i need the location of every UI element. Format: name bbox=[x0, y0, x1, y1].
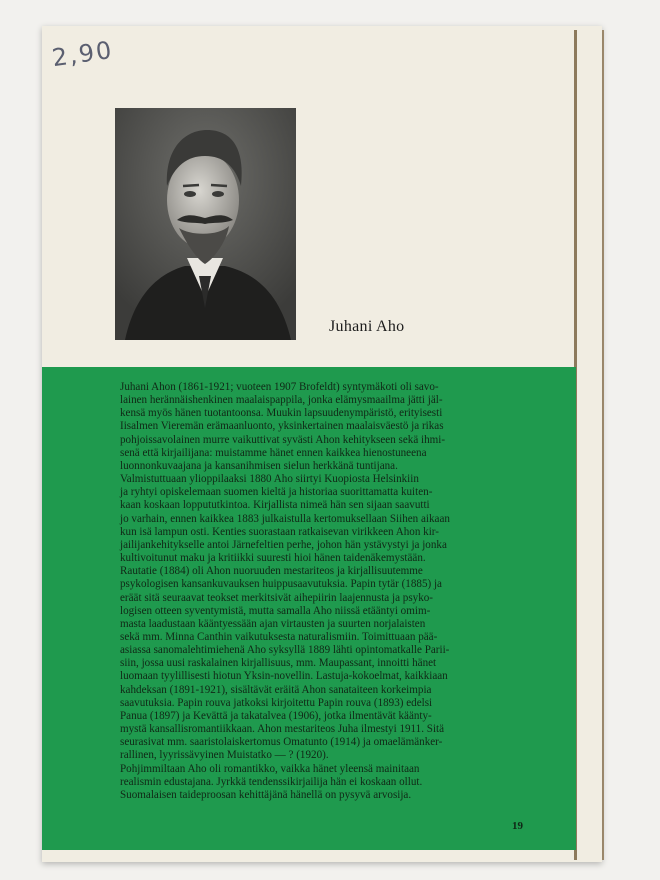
text-line: rallinen, lyyrissävyinen Muistatko — ? (1920). bbox=[120, 749, 329, 762]
portrait-caption: Juhani Aho bbox=[329, 318, 405, 335]
text-line: jailijankehitykselle antoi Järnefeltien perhe, johon hän ystävystyi ja jonka bbox=[120, 538, 447, 551]
biography-text bbox=[120, 381, 530, 802]
text-line: mystä kansallisromantiikkaan. Ahon mestariteos Juha ilmestyi 1911. Sitä bbox=[120, 723, 445, 736]
text-line: jo varhain, ennen kaikkea 1883 julkaistulla kertomuksellaan Siihen aikaan bbox=[120, 512, 450, 525]
text-line: Iisalmen Vieremän erämaanluonto, yksinkertainen maalaisväestö ja rikas bbox=[120, 420, 444, 433]
text-line: seurasivat mm. saaristolaiskertomus Omatunto (1914) ja omaelämänker- bbox=[120, 736, 443, 749]
author-portrait bbox=[115, 108, 296, 340]
text-line: luomaan tyylillisesti hiotun Yksin-novellin. Lastuja-kokoelmat, kaikkiaan bbox=[120, 670, 448, 683]
text-line: luonnonkuvaajana ja kansanihmisen sielun herkkänä tuntijana. bbox=[120, 459, 398, 472]
text-line: Juhani Ahon (1861-1921; vuoteen 1907 Brofeldt) syntymäkoti oli savo- bbox=[120, 381, 439, 393]
text-line: Panua (1897) ja Kevättä ja takatalvea (1906), jotka ilmentävät käänty- bbox=[120, 709, 432, 722]
text-line: saavutuksia. Papin rouva jatkoksi kirjoitettu Papin rouva (1893) edelsi bbox=[120, 696, 433, 709]
page-number: 19 bbox=[512, 820, 523, 832]
text-line: kultivoitunut maku ja kritiikki suuresti hioi hänen taidenäkemystään. bbox=[120, 552, 426, 565]
text-line: sekä mm. Minna Canthin vaikutuksesta naturalismiin. Toimittuaan pää- bbox=[120, 630, 438, 643]
text-line: Rautatie (1884) oli Ahon nuoruuden mestariteos ja kirjallisuutemme bbox=[120, 565, 423, 578]
text-line: Pohjimmiltaan Aho oli romantikko, vaikka hänet yleensä mainitaan bbox=[120, 762, 420, 775]
text-line: kahdeksan (1891-1921), sisältävät eräitä Ahon sanataiteen korkeimpia bbox=[120, 683, 432, 696]
text-line: Suomalaisen taideproosan kehittäjänä hänellä on pysyvä arvosija. bbox=[120, 788, 412, 801]
text-line: psykologisen kansankuvauksen huippusaavutuksia. Papin tytär (1885) ja bbox=[120, 578, 442, 591]
portrait-drawing bbox=[115, 108, 296, 340]
text-line: kensä myös hänen tuotantoonsa. Muukin lapsuudenympäristö, erityisesti bbox=[120, 407, 443, 420]
text-line: senä että kirjailijana: muistamme hänet ennen kaikkea hienostuneena bbox=[120, 446, 427, 459]
text-line: lainen herännäishenkinen maalaispappila, jonka elämysmaailma jätti jäl- bbox=[120, 394, 443, 407]
text-line: kaan koskaan loppututkintoa. Kirjallista nimeä hän sen sijaan saavutti bbox=[120, 499, 430, 512]
handwritten-price: 2,90 bbox=[50, 35, 116, 73]
text-line: ja ryhtyi opiskelemaan suomen kieltä ja historiaa suorittamatta kuiten- bbox=[120, 486, 433, 499]
text-line: realismin edustajana. Jyrkkä tendenssikirjailija hän ei koskaan ollut. bbox=[120, 775, 423, 788]
text-line: kun isä lampun osti. Kenties suorastaan ratkaisevan virikkeen Ahon kir- bbox=[120, 525, 439, 538]
text-line: masta laadustaan kääntyessään ajan virtausten ja suurten norjalaisten bbox=[120, 617, 426, 630]
text-line: Valmistuttuaan ylioppilaaksi 1880 Aho siirtyi Kuopiosta Helsinkiin bbox=[120, 473, 419, 486]
text-line: eräät sitä seuraavat teokset merkitsivät aihepiirin laajennusta ja psyko- bbox=[120, 591, 433, 604]
text-line: siin, jossa uusi raskalainen kirjallisuus, mm. Maupassant, innoitti hänet bbox=[120, 657, 437, 670]
text-line: logisen otteen syventymistä, mutta samalla Aho niissä etääntyi omim- bbox=[120, 604, 431, 617]
text-line: asiassa sanomalehtimiehenä Aho syksyllä 1889 lähti opintomatkalle Parii- bbox=[120, 644, 450, 657]
text-line: pohjoissavolainen murre vaikuttivat syvästi Ahon kehitykseen sekä ihmi- bbox=[120, 433, 446, 446]
